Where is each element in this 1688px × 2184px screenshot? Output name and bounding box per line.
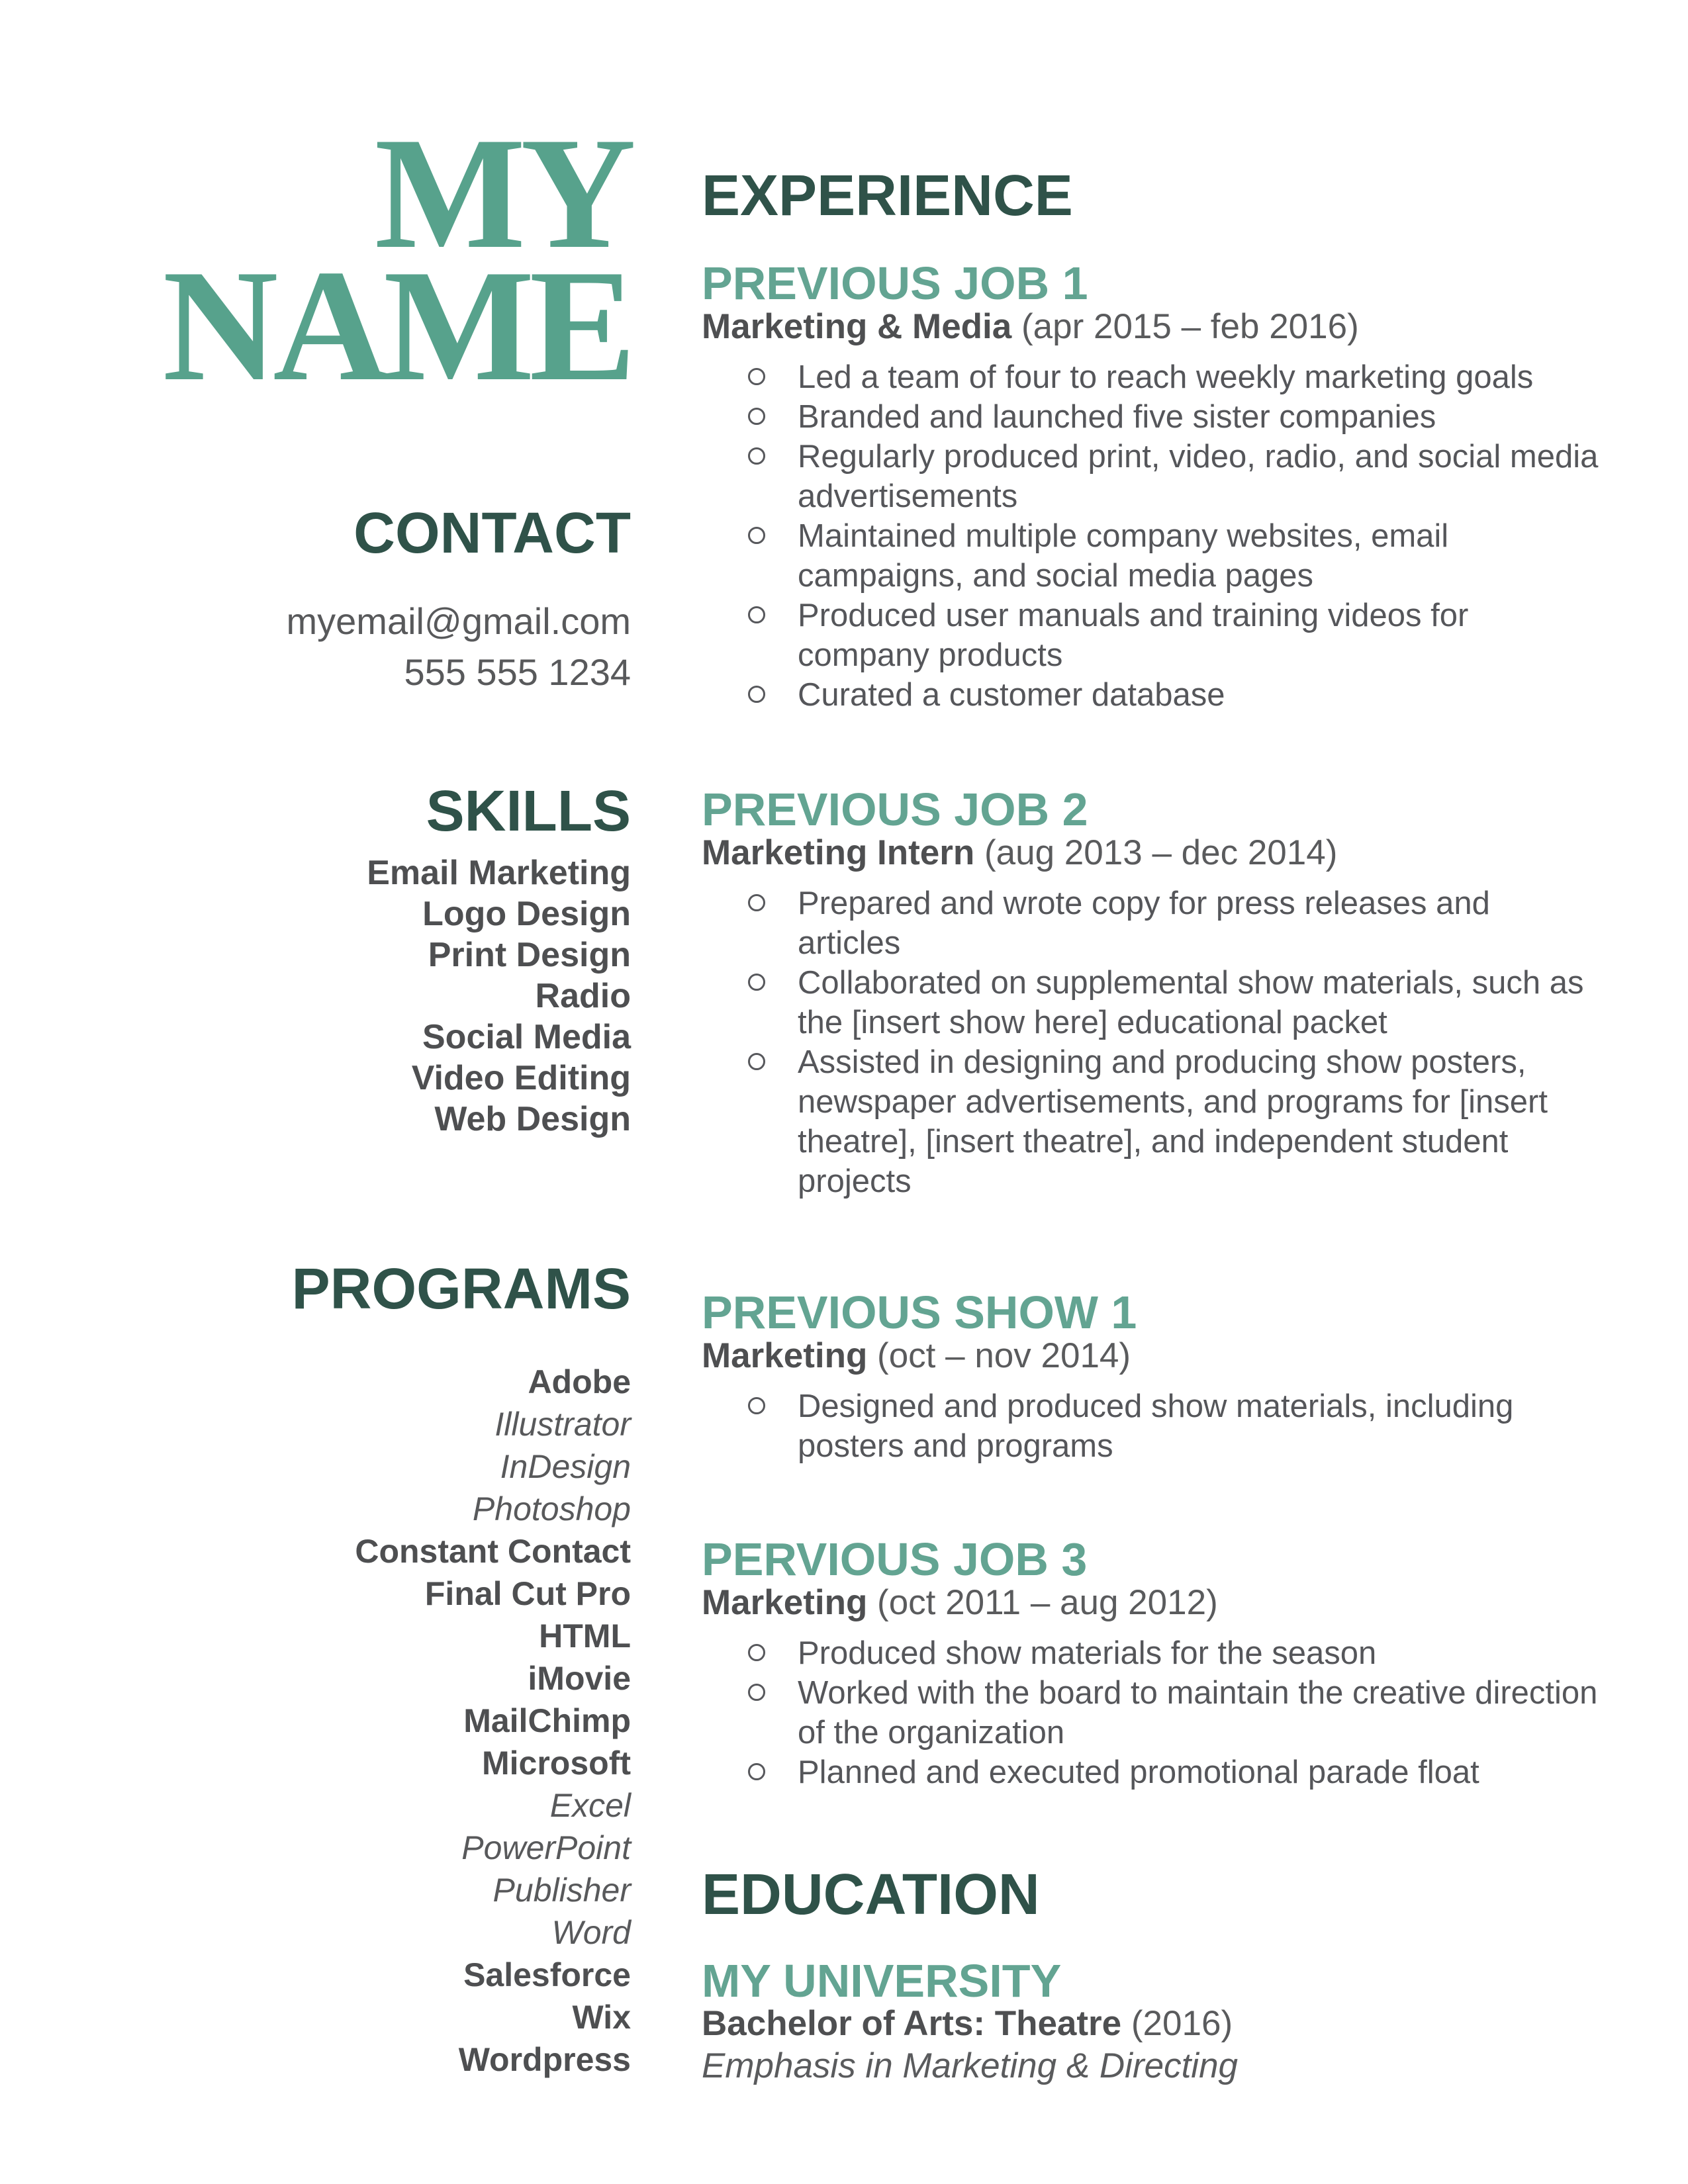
list-item: Web Design	[434, 1100, 631, 1138]
bullet-text: Led a team of four to reach weekly marketing goals	[798, 359, 1534, 395]
list-item: Video Editing	[411, 1059, 631, 1097]
bullet-text: Prepared and wrote copy for press releases and articles	[798, 886, 1490, 961]
entry-bullets	[702, 884, 1584, 1201]
bullet-circle-icon	[748, 408, 765, 425]
entry-title: PREVIOUS JOB 1	[702, 257, 1088, 309]
entry-title: PREVIOUS SHOW 1	[702, 1287, 1137, 1338]
name-logo	[162, 105, 631, 414]
bullet-item	[702, 1387, 1513, 1466]
bullet-text: Curated a customer database	[798, 677, 1225, 713]
entry-dates: (aug 2013 – dec 2014)	[974, 833, 1338, 872]
entry-role: Marketing Intern	[702, 833, 975, 872]
entry-role-line	[702, 1582, 1218, 1624]
list-item: Logo Design	[422, 895, 631, 933]
list-item: Final Cut Pro	[424, 1575, 631, 1612]
list-item: Word	[551, 1914, 631, 1951]
programs-list	[355, 1361, 631, 2081]
list-item: Illustrator	[494, 1406, 631, 1443]
bullet-circle-icon	[748, 1397, 765, 1414]
education-emphasis: Emphasis in Marketing & Directing	[702, 2046, 1239, 2085]
entry-role: Marketing	[702, 1583, 868, 1622]
list-item: Publisher	[492, 1872, 631, 1909]
list-item: PowerPoint	[461, 1829, 631, 1866]
entry-bullets	[702, 1633, 1597, 1792]
logo-line-2: NAME	[162, 237, 631, 414]
bullet-circle-icon	[748, 1684, 765, 1701]
entry-dates: (oct – nov 2014)	[867, 1336, 1131, 1375]
bullet-item	[702, 1042, 1584, 1201]
entry-role-line	[702, 832, 1337, 874]
bullet-circle-icon	[748, 1644, 765, 1661]
contact-phone: 555 555 1234	[404, 651, 631, 693]
bullet-item	[702, 516, 1598, 596]
list-item: Radio	[535, 977, 631, 1015]
skills-heading: SKILLS	[426, 779, 631, 843]
list-item: Photoshop	[472, 1490, 631, 1527]
bullet-item	[702, 1633, 1597, 1673]
education-degree: Bachelor of Arts: Theatre	[702, 2004, 1122, 2043]
bullet-circle-icon	[748, 368, 765, 385]
entry-role-line	[702, 306, 1359, 348]
list-item: Print Design	[428, 936, 631, 974]
bullet-text: Produced show materials for the season	[798, 1635, 1377, 1671]
bullet-item	[702, 1673, 1597, 1752]
list-item: Excel	[549, 1787, 631, 1824]
bullet-item	[702, 596, 1598, 675]
bullet-circle-icon	[748, 527, 765, 544]
bullet-text: Collaborated on supplemental show materials, such as the [insert show here] educational packet	[798, 965, 1584, 1040]
bullet-circle-icon	[748, 1763, 765, 1780]
contact-heading: CONTACT	[353, 501, 631, 565]
bullet-item	[702, 963, 1584, 1042]
bullet-item	[702, 1752, 1597, 1792]
entry-bullets	[702, 357, 1598, 715]
list-item: HTML	[539, 1617, 631, 1655]
bullet-text: Designed and produced show materials, including posters and programs	[798, 1388, 1514, 1464]
entry-dates: (apr 2015 – feb 2016)	[1011, 307, 1359, 346]
entry-dates: (oct 2011 – aug 2012)	[867, 1583, 1218, 1622]
programs-heading: PROGRAMS	[291, 1257, 631, 1321]
list-item: InDesign	[500, 1448, 631, 1485]
list-item: Email Marketing	[367, 854, 631, 892]
bullet-text: Maintained multiple company websites, email campaigns, and social media pages	[798, 518, 1449, 594]
bullet-text: Regularly produced print, video, radio, and social media advertisements	[798, 439, 1599, 514]
education-degree-line	[702, 2003, 1233, 2045]
bullet-item	[702, 437, 1598, 516]
list-item: Adobe	[528, 1363, 631, 1400]
list-item: Wordpress	[458, 2041, 631, 2078]
entry-bullets	[702, 1387, 1513, 1466]
bullet-item	[702, 884, 1584, 963]
list-item: Social Media	[422, 1018, 631, 1056]
logo-line-1: MY	[374, 105, 631, 282]
list-item: Salesforce	[463, 1956, 631, 1993]
entry-role: Marketing & Media	[702, 307, 1012, 346]
bullet-circle-icon	[748, 974, 765, 991]
list-item: Microsoft	[482, 1745, 631, 1782]
bullet-circle-icon	[748, 447, 765, 465]
list-item: Wix	[572, 1999, 631, 2036]
bullet-item	[702, 357, 1598, 397]
entry-role: Marketing	[702, 1336, 868, 1375]
bullet-circle-icon	[748, 606, 765, 623]
bullet-text: Worked with the board to maintain the creative direction of the organization	[798, 1675, 1598, 1751]
entry-role-line	[702, 1335, 1131, 1377]
education-heading: EDUCATION	[702, 1862, 1040, 1927]
education-school: MY UNIVERSITY	[702, 1955, 1062, 2007]
contact-email: myemail@gmail.com	[286, 600, 631, 642]
education-year: (2016)	[1121, 2004, 1233, 2043]
entry-title: PERVIOUS JOB 3	[702, 1533, 1088, 1585]
bullet-item	[702, 675, 1598, 715]
list-item: iMovie	[528, 1660, 631, 1697]
entry-title: PREVIOUS JOB 2	[702, 784, 1088, 835]
bullet-circle-icon	[748, 1053, 765, 1070]
bullet-text: Assisted in designing and producing show posters, newspaper advertisements, and programs for [insert theatre], [insert theatre], and independent student projects	[798, 1044, 1548, 1199]
list-item: MailChimp	[463, 1702, 631, 1739]
contact-info	[287, 596, 632, 698]
bullet-text: Planned and executed promotional parade float	[798, 1754, 1479, 1790]
bullet-item	[702, 397, 1598, 437]
list-item: Constant Contact	[355, 1533, 631, 1570]
bullet-circle-icon	[748, 686, 765, 703]
bullet-text: Produced user manuals and training videos for company products	[798, 598, 1469, 673]
bullet-circle-icon	[748, 894, 765, 911]
skills-list	[367, 852, 631, 1140]
bullet-text: Branded and launched five sister companies	[798, 399, 1436, 435]
experience-heading: EXPERIENCE	[702, 163, 1073, 228]
